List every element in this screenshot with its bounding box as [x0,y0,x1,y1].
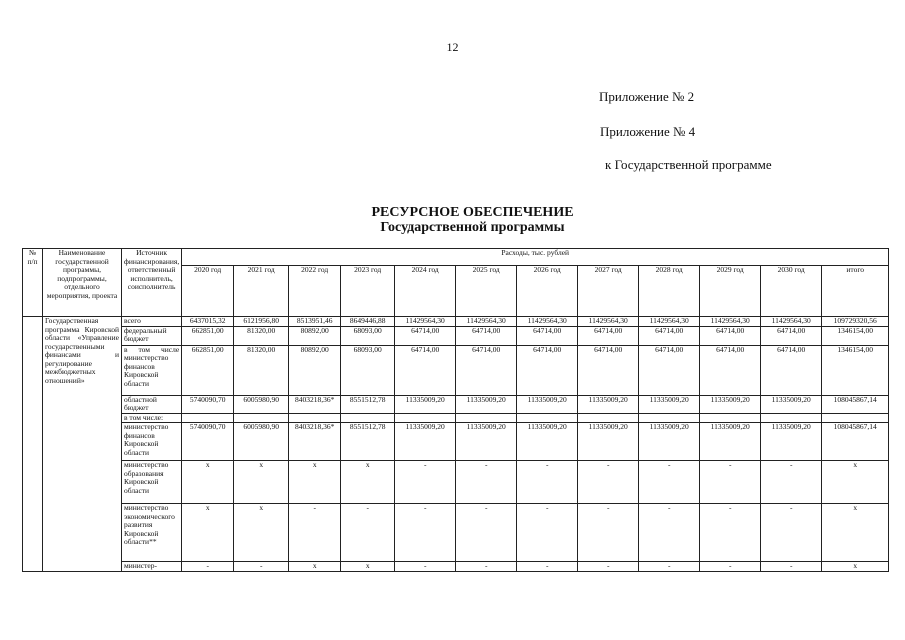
value-cell: - [700,461,761,504]
header-year: 2024 год [395,266,456,317]
header-expenses: Расходы, тыс. рублей [182,249,889,266]
value-cell: - [234,562,289,572]
value-cell: 662851,00 [182,345,234,395]
value-cell [395,413,456,423]
header-year: 2020 год [182,266,234,317]
source-cell: в том числе министерство финансов Кировской области [122,345,182,395]
total-cell: 108045867,14 [822,395,889,413]
value-cell: - [639,461,700,504]
table-row [23,504,889,562]
value-cell: 662851,00 [182,326,234,345]
value-cell: 11335009,20 [761,423,822,461]
value-cell: - [700,504,761,562]
value-cell [341,413,395,423]
value-cell [234,413,289,423]
value-cell [289,413,341,423]
value-cell: - [456,504,517,562]
value-cell: - [456,562,517,572]
source-cell: всего [122,317,182,327]
value-cell [517,413,578,423]
value-cell [456,413,517,423]
value-cell: 81320,00 [234,345,289,395]
header-total: итого [822,266,889,317]
header-year: 2026 год [517,266,578,317]
value-cell: 11335009,20 [517,395,578,413]
total-cell: х [822,461,889,504]
value-cell: 64714,00 [456,345,517,395]
value-cell: - [341,504,395,562]
source-cell: областной бюджет [122,395,182,413]
total-cell: х [822,504,889,562]
program-name-cell: Государственная программа Кировской области «Управление государственными финансами и регулирование межбюджетных отношений» [43,317,122,572]
value-cell: х [182,504,234,562]
header-num: № п/п [23,249,43,317]
value-cell: 64714,00 [517,345,578,395]
header-year: 2030 год [761,266,822,317]
value-cell: 11429564,30 [639,317,700,327]
appendix-line-2: Приложение № 4 [600,124,696,139]
total-cell: х [822,562,889,572]
value-cell: 11335009,20 [761,395,822,413]
value-cell: 11335009,20 [456,423,517,461]
value-cell: 64714,00 [700,345,761,395]
appendix-line-1: Приложение № 2 [599,89,695,104]
value-cell: 11335009,20 [700,423,761,461]
value-cell: 64714,00 [517,326,578,345]
value-cell: 64714,00 [761,326,822,345]
value-cell: 6121956,80 [234,317,289,327]
value-cell [700,413,761,423]
source-cell: министерство финансов Кировской области [122,423,182,461]
header-year: 2021 год [234,266,289,317]
value-cell: - [395,562,456,572]
value-cell: 11335009,20 [395,395,456,413]
value-cell: 11429564,30 [578,317,639,327]
resource-table [22,248,889,572]
total-cell [822,413,889,423]
document-title [0,205,905,235]
header-year: 2023 год [341,266,395,317]
value-cell: - [639,562,700,572]
value-cell: - [517,504,578,562]
value-cell: 68093,00 [341,345,395,395]
value-cell: 6005980,90 [234,395,289,413]
table-row [23,395,889,413]
value-cell: х [341,562,395,572]
value-cell: - [639,504,700,562]
header-year: 2027 год [578,266,639,317]
value-cell: 11335009,20 [517,423,578,461]
total-cell: 1346154,00 [822,345,889,395]
table-row [23,345,889,395]
table-row [23,562,889,572]
table-row [23,413,889,423]
value-cell: 11335009,20 [639,423,700,461]
value-cell: 11429564,30 [517,317,578,327]
value-cell: 80892,00 [289,326,341,345]
value-cell: 11335009,20 [456,395,517,413]
value-cell: 8403218,36* [289,395,341,413]
value-cell [761,413,822,423]
value-cell: 6437015,32 [182,317,234,327]
value-cell: - [761,562,822,572]
value-cell: 11335009,20 [578,395,639,413]
title-line-2: Государственной программы [380,220,565,235]
value-cell: 64714,00 [456,326,517,345]
value-cell: 8551512,78 [341,423,395,461]
header-year: 2025 год [456,266,517,317]
value-cell: 11429564,30 [761,317,822,327]
value-cell: - [578,504,639,562]
value-cell: 64714,00 [700,326,761,345]
value-cell: 5740090,70 [182,423,234,461]
table-row [23,317,889,327]
total-cell: 1346154,00 [822,326,889,345]
value-cell: - [456,461,517,504]
table-row [23,461,889,504]
value-cell: х [289,562,341,572]
value-cell: - [578,461,639,504]
value-cell: 64714,00 [639,345,700,395]
value-cell: - [395,504,456,562]
header-year: 2028 год [639,266,700,317]
appendix-line-3: к Государственной программе [605,157,772,172]
value-cell: х [341,461,395,504]
value-cell: 64714,00 [395,326,456,345]
value-cell: - [517,461,578,504]
value-cell: - [761,461,822,504]
value-cell: 11429564,30 [700,317,761,327]
value-cell: 64714,00 [639,326,700,345]
source-cell: министерство образования Кировской области [122,461,182,504]
value-cell: 64714,00 [395,345,456,395]
value-cell: - [761,504,822,562]
value-cell: - [182,562,234,572]
value-cell: 8513951,46 [289,317,341,327]
page-number: 12 [446,40,459,54]
header-name: Наименование государственной программы, подпрограммы, отдельного мероприятия, проекта [43,249,122,317]
table-row [23,423,889,461]
value-cell: 64714,00 [578,326,639,345]
value-cell: 64714,00 [761,345,822,395]
value-cell: 68093,00 [341,326,395,345]
value-cell: 8403218,36* [289,423,341,461]
value-cell: 11335009,20 [395,423,456,461]
value-cell: х [234,504,289,562]
value-cell: 11335009,20 [578,423,639,461]
value-cell: 5740090,70 [182,395,234,413]
header-year: 2022 год [289,266,341,317]
value-cell: 11429564,30 [395,317,456,327]
value-cell: 11335009,20 [700,395,761,413]
header-source: Источник финансирования, ответственный исполнитель, соисполнитель [122,249,182,317]
value-cell: 8551512,78 [341,395,395,413]
value-cell: - [395,461,456,504]
value-cell: 81320,00 [234,326,289,345]
value-cell: 11335009,20 [639,395,700,413]
total-cell: 109729320,56 [822,317,889,327]
row-number-cell [23,317,43,572]
value-cell: - [578,562,639,572]
value-cell: 80892,00 [289,345,341,395]
value-cell: х [289,461,341,504]
title-line-1: РЕСУРСНОЕ ОБЕСПЕЧЕНИЕ [371,205,574,220]
value-cell: х [234,461,289,504]
source-cell: министерство экономического развития Кировской области** [122,504,182,562]
value-cell: 8649446,88 [341,317,395,327]
value-cell: - [289,504,341,562]
value-cell: 64714,00 [578,345,639,395]
source-cell: в том числе: [122,413,182,423]
value-cell: - [517,562,578,572]
value-cell: 11429564,30 [456,317,517,327]
header-year: 2029 год [700,266,761,317]
value-cell: - [700,562,761,572]
value-cell: 6005980,90 [234,423,289,461]
value-cell [578,413,639,423]
table-row [23,326,889,345]
value-cell: х [182,461,234,504]
source-cell: министер- [122,562,182,572]
total-cell: 108045867,14 [822,423,889,461]
value-cell [639,413,700,423]
source-cell: федеральный бюджет [122,326,182,345]
value-cell [182,413,234,423]
